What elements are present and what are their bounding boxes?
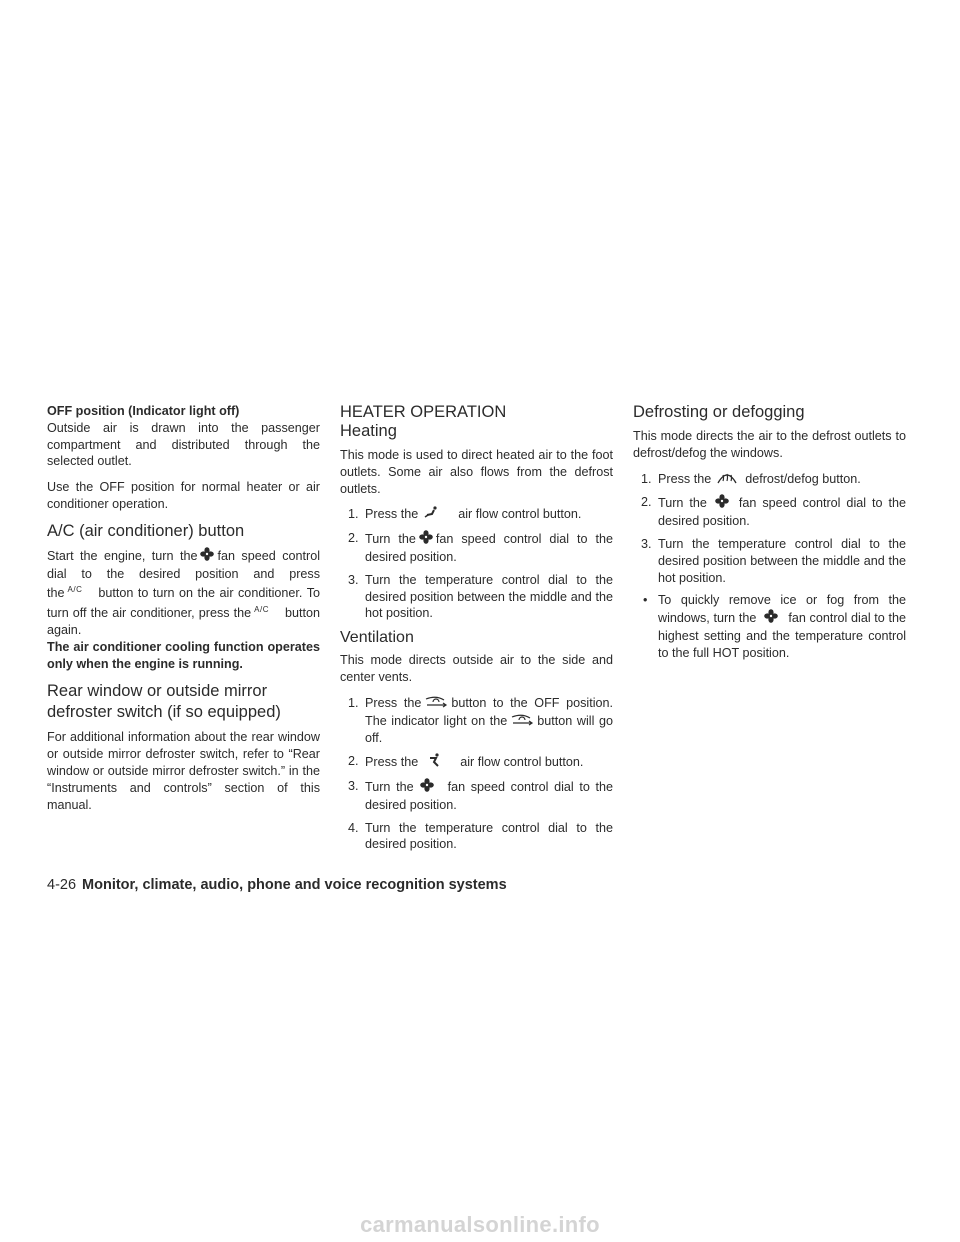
heating-steps bbox=[340, 506, 613, 622]
ac-icon: A/C bbox=[254, 605, 269, 615]
off-position-usage-text: Use the OFF position for normal heater or air conditioner operation. bbox=[47, 480, 320, 511]
list-item: 3. Turn the fan speed control dial to the desired position. bbox=[348, 778, 613, 812]
list-item: 1. Press the defrost/defog button. bbox=[633, 471, 906, 489]
ventilation-text: This mode directs outside air to the side and center vents. bbox=[340, 653, 613, 684]
column-left bbox=[47, 403, 320, 822]
ventilation-heading: Ventilation bbox=[340, 629, 414, 647]
ac-warning-text: The air conditioner cooling function operates only when the engine is running. bbox=[47, 639, 320, 671]
fan-icon bbox=[419, 530, 433, 549]
fan-icon bbox=[764, 609, 778, 628]
fan-icon bbox=[715, 494, 729, 513]
off-position-text: Outside air is drawn into the passenger compartment and distributed through the selected outlet. bbox=[47, 420, 320, 469]
face-airflow-icon bbox=[428, 753, 440, 772]
list-item: 4. Turn the temperature control dial to the desired position. bbox=[348, 820, 613, 852]
rear-defroster-text: For additional information about the rear window or outside mirror defroster switch, refer to “Rear window or outside mirror defroster switch.” in the “Instruments and controls” section of this manual. bbox=[47, 730, 320, 812]
ac-button-heading: A/C (air conditioner) button bbox=[47, 521, 245, 540]
column-middle bbox=[340, 403, 613, 859]
defrosting-text: This mode directs the air to the defrost outlets to defrost/defog the windows. bbox=[633, 429, 906, 460]
heating-heading: Heating bbox=[340, 422, 397, 440]
foot-airflow-icon bbox=[424, 506, 438, 524]
section-title: Monitor, climate, audio, phone and voice recognition systems bbox=[82, 877, 507, 893]
defrosting-steps bbox=[633, 471, 906, 587]
fan-icon bbox=[200, 547, 214, 566]
list-item: 2. Turn the fan speed control dial to the desired position. bbox=[641, 495, 906, 529]
ac-icon: A/C bbox=[67, 585, 83, 595]
list-item: 3. Turn the temperature control dial to the desired position between the middle and the hot position. bbox=[348, 572, 613, 621]
list-item: 1. Press the air flow control button. bbox=[340, 506, 613, 524]
ac-button-text: Start the engine, turn the fan speed control dial to the desired position and press the $^{A/C}$ button to turn on the air conditioner. To turn off the air conditioner, press the $^{A/C}$ button again. bbox=[47, 548, 321, 637]
air-recirculation-icon bbox=[510, 714, 534, 731]
list-item: • To quickly remove ice or fog from the windows, turn the fan control dial to the highest setting and the temperature control to the full HOT position. bbox=[643, 593, 906, 660]
defrosting-tips bbox=[633, 592, 906, 661]
off-position-heading: OFF position (Indicator light off) bbox=[47, 404, 240, 418]
fan-icon bbox=[420, 778, 434, 797]
list-item: 2. Turn the fan speed control dial to the desired position. bbox=[348, 531, 613, 564]
defrosting-heading: Defrosting or defogging bbox=[633, 403, 805, 421]
page-number: 4-26 bbox=[47, 877, 77, 893]
list-item: 2. Press the air flow control button. bbox=[340, 753, 613, 772]
page-footer bbox=[47, 877, 507, 893]
defrost-icon bbox=[717, 471, 737, 489]
ventilation-steps bbox=[340, 695, 613, 853]
heating-text: This mode is used to direct heated air to the foot outlets. Some air also flows from the defrost outlets. bbox=[340, 448, 613, 496]
column-right bbox=[633, 403, 906, 668]
heater-operation-heading: HEATER OPERATION bbox=[340, 403, 507, 421]
list-item: 1. Press the button to the OFF position. The indicator light on the button will go off. bbox=[348, 695, 614, 746]
list-item: 3. Turn the temperature control dial to the desired position between the middle and the hot position. bbox=[641, 536, 906, 585]
air-recirculation-icon bbox=[424, 696, 448, 713]
rear-defroster-heading: Rear window or outside mirror defroster switch (if so equipped) bbox=[47, 682, 281, 722]
watermark: carmanualsonline.info bbox=[360, 1212, 600, 1237]
